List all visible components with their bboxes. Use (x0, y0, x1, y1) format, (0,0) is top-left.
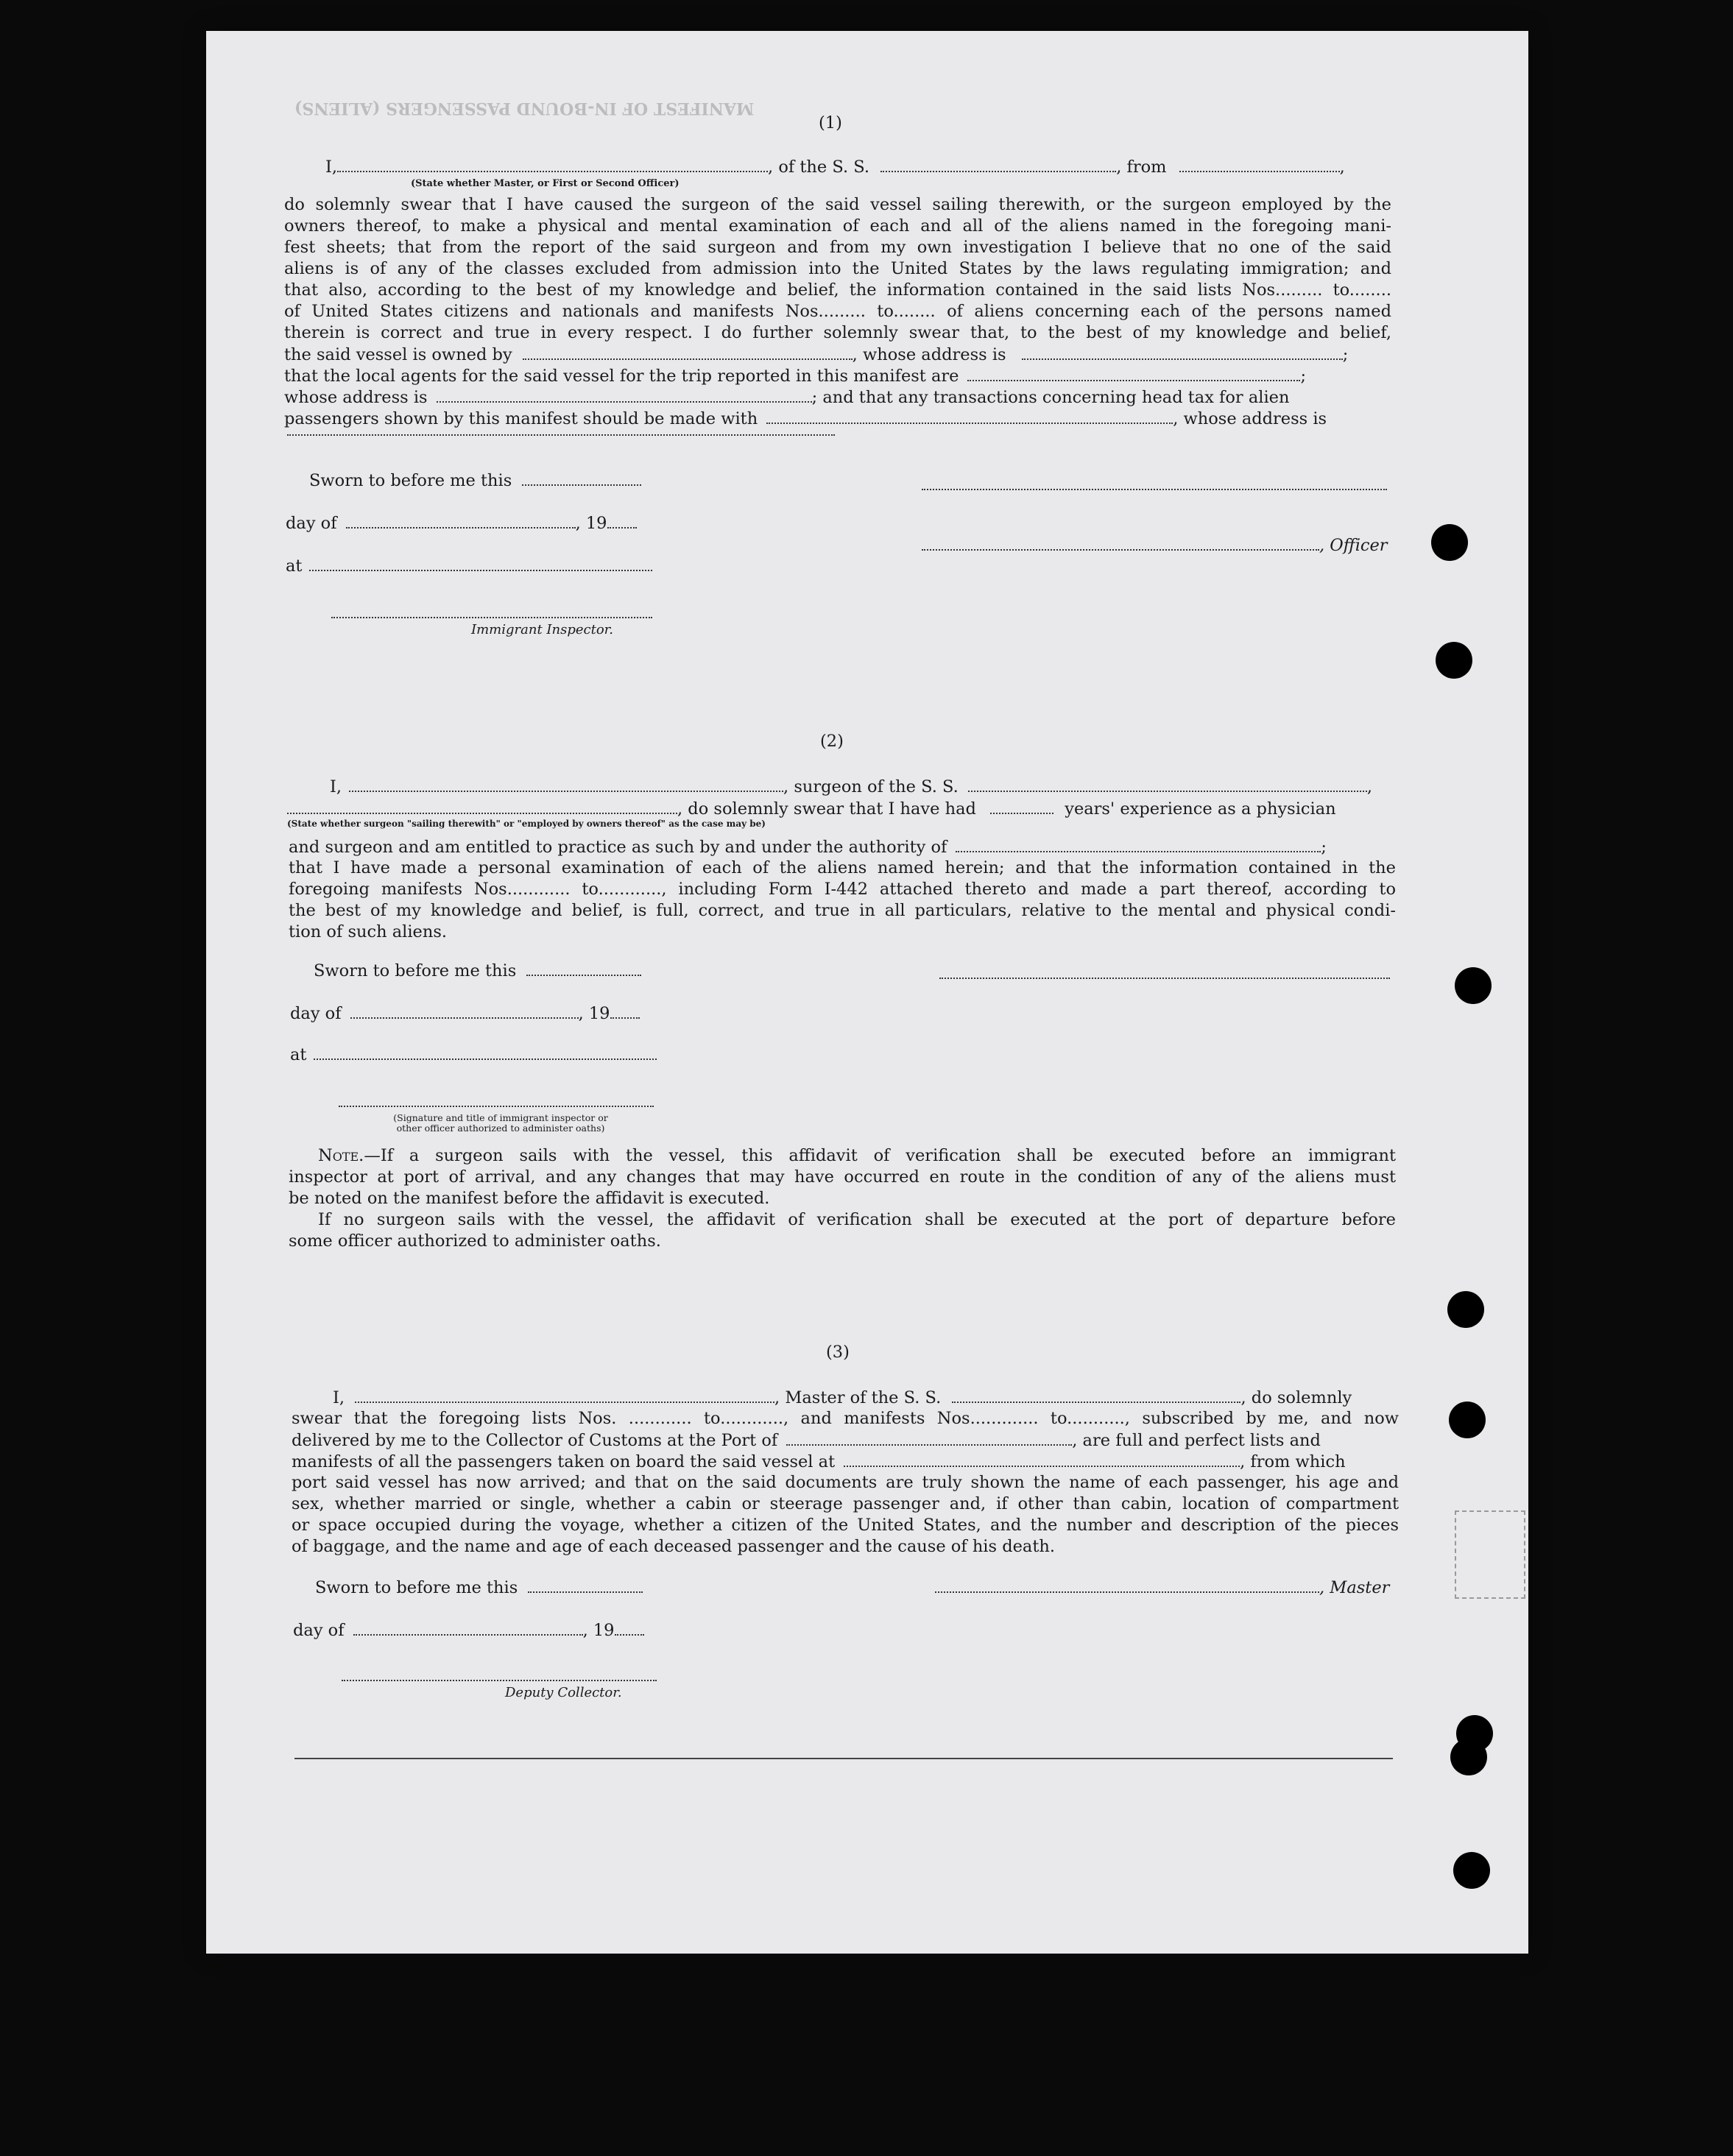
s2-no-surgeon-line: If no surgeon sails with the vessel, the affidavit of verification shall be executed at the port of departure before (318, 1210, 1396, 1229)
s2-note-line: inspector at port of arrival, and any changes that may have occurred en route in the condition of any of the aliens must (289, 1167, 1396, 1187)
s1-inspector-signature-line (331, 617, 652, 618)
s2-body-last-line: tion of such aliens. (289, 922, 448, 941)
caption-officer-rank: (State whether Master, or First or Second Officer) (411, 178, 680, 189)
s3-delivered-line: delivered by me to the Collector of Customs at the Port of , are full and perfect lists and (292, 1431, 1321, 1450)
deputy-collector-label: Deputy Collector. (505, 1685, 622, 1700)
stamp-remnant (1455, 1510, 1525, 1599)
punch-hole (1436, 642, 1472, 679)
bottom-rule (294, 1758, 1393, 1759)
s1-body-line: owners thereof, to make a physical and mental examination of each and all of the aliens named in the foregoing mani- (284, 216, 1391, 236)
punch-hole (1449, 1402, 1486, 1438)
s1-body-line: fest sheets; that from the report of the said surgeon and from my own investigation I believe that no one of the said (284, 238, 1391, 257)
s2-note-last-line: be noted on the manifest before the affidavit is executed. (289, 1189, 770, 1208)
s3-master-line: I, , Master of the S. S. , do solemnly (333, 1388, 1352, 1407)
s2-body-line: foregoing manifests Nos............ to............, including Form I-442 attached thereto and made a part thereof, according to (289, 880, 1396, 899)
s2-surgeon-signature-line (939, 978, 1390, 979)
punch-hole (1453, 1852, 1490, 1889)
s3-sworn-line: Sworn to before me this (315, 1577, 643, 1598)
caption-surgeon-type: (State whether surgeon "sailing therewith" or "employed by owners thereof" as the case may be) (287, 819, 766, 829)
s1-head-tax-line: whose address is ; and that any transactions concerning head tax for alien (284, 388, 1290, 407)
s3-master-signature-line (935, 1577, 1389, 1598)
bleed-through-title: MANIFEST OF IN-BOUND PASSENGERS (ALIENS) (294, 99, 755, 118)
s1-owned-by-line: the said vessel is owned by , whose address is ; (284, 345, 1349, 364)
s2-no-surgeon-last-line: some officer authorized to administer oaths. (289, 1231, 661, 1251)
s1-passengers-line: passengers shown by this manifest should be made with , whose address is (284, 409, 1327, 428)
s3-body-last-line: of baggage, and the name and age of each deceased passenger and the cause of his death. (292, 1537, 1056, 1556)
officer-label: , Officer (1319, 536, 1388, 555)
section-3-number: (3) (826, 1343, 850, 1362)
s2-body-line: the best of my knowledge and belief, is full, correct, and true in all particulars, relative to the mental and physical condi- (289, 901, 1396, 920)
punch-hole (1455, 967, 1492, 1004)
s2-surgeon-line: I, , surgeon of the S. S. , (330, 777, 1373, 796)
s1-sworn-line: Sworn to before me this (309, 470, 641, 491)
s2-note-line: Note.—If a surgeon sails with the vessel, this affidavit of verification shall be executed before an immigrant (318, 1146, 1396, 1165)
s3-body-line: sex, whether married or single, whether a cabin or steerage passenger and, if other than cabin, location of compartment (292, 1494, 1399, 1513)
s1-local-agents-line: that the local agents for the said vessel for the trip reported in this manifest are ; (284, 367, 1307, 386)
s1-body-line: of United States citizens and nationals and manifests Nos......... to........ of aliens concerning each of the persons named (284, 302, 1391, 321)
s2-sworn-line: Sworn to before me this (314, 960, 641, 981)
manifest-back-page (206, 31, 1528, 1954)
section-2-number: (2) (820, 732, 844, 751)
s2-at-line: at (290, 1044, 657, 1065)
s3-manifests-line: manifests of all the passengers taken on board the said vessel at , from which (292, 1452, 1346, 1471)
s1-officer-line (922, 534, 1388, 556)
s1-body-line: that also, according to the best of my knowledge and belief, the information contained in the said lists Nos......... to........ (284, 280, 1391, 300)
master-label: , Master (1319, 1578, 1390, 1597)
s2-inspector-signature-line (339, 1106, 654, 1107)
caption-signature-title: (Signature and title of immigrant inspector or other officer authorized to administer oaths) (393, 1112, 608, 1134)
punch-hole (1450, 1739, 1487, 1775)
s2-day-of-line: day of , 19 (290, 1003, 640, 1024)
punch-hole (1431, 524, 1468, 561)
s3-day-of-line: day of , 19 (293, 1619, 644, 1641)
punch-hole (1447, 1291, 1484, 1328)
s2-experience-line: , do solemnly swear that I have had years' experience as a physician (287, 798, 1336, 819)
s2-body-line: that I have made a personal examination of each of the aliens named herein; and that the information contained in the (289, 858, 1396, 877)
s1-body-line: aliens is of any of the classes excluded from admission into the United States by the laws regulating immigration; and (284, 259, 1391, 278)
s3-collector-signature-line (342, 1680, 657, 1681)
s1-line-officer: I, , of the S. S. , from , (325, 158, 1345, 177)
s1-officer-signature-line-1 (922, 489, 1387, 490)
section-1-number: (1) (819, 113, 842, 132)
s1-day-of-line: day of , 19 (286, 512, 637, 534)
s1-at-line: at (286, 555, 652, 576)
s3-body-line: port said vessel has now arrived; and that on the said documents are truly shown the name of each passenger, his age and (292, 1473, 1399, 1492)
immigrant-inspector-label: Immigrant Inspector. (471, 622, 614, 637)
s1-body-line: do solemnly swear that I have caused the surgeon of the said vessel sailing therewith, or the surgeon employed by the (284, 195, 1391, 214)
s3-body-line: or space occupied during the voyage, whether a citizen of the United States, and the number and description of the pieces (292, 1516, 1399, 1535)
s3-swear-line: swear that the foregoing lists Nos. ............ to............, and manifests Nos............. to..........., subscribed by me, and now (292, 1409, 1399, 1428)
s2-authority-line: and surgeon and am entitled to practice as such by and under the authority of ; (289, 838, 1327, 857)
s1-address-dotted-line (287, 434, 835, 436)
s1-body-line: therein is correct and true in every respect. I do further solemnly swear that, to the best of my knowledge and belief, (284, 323, 1391, 342)
